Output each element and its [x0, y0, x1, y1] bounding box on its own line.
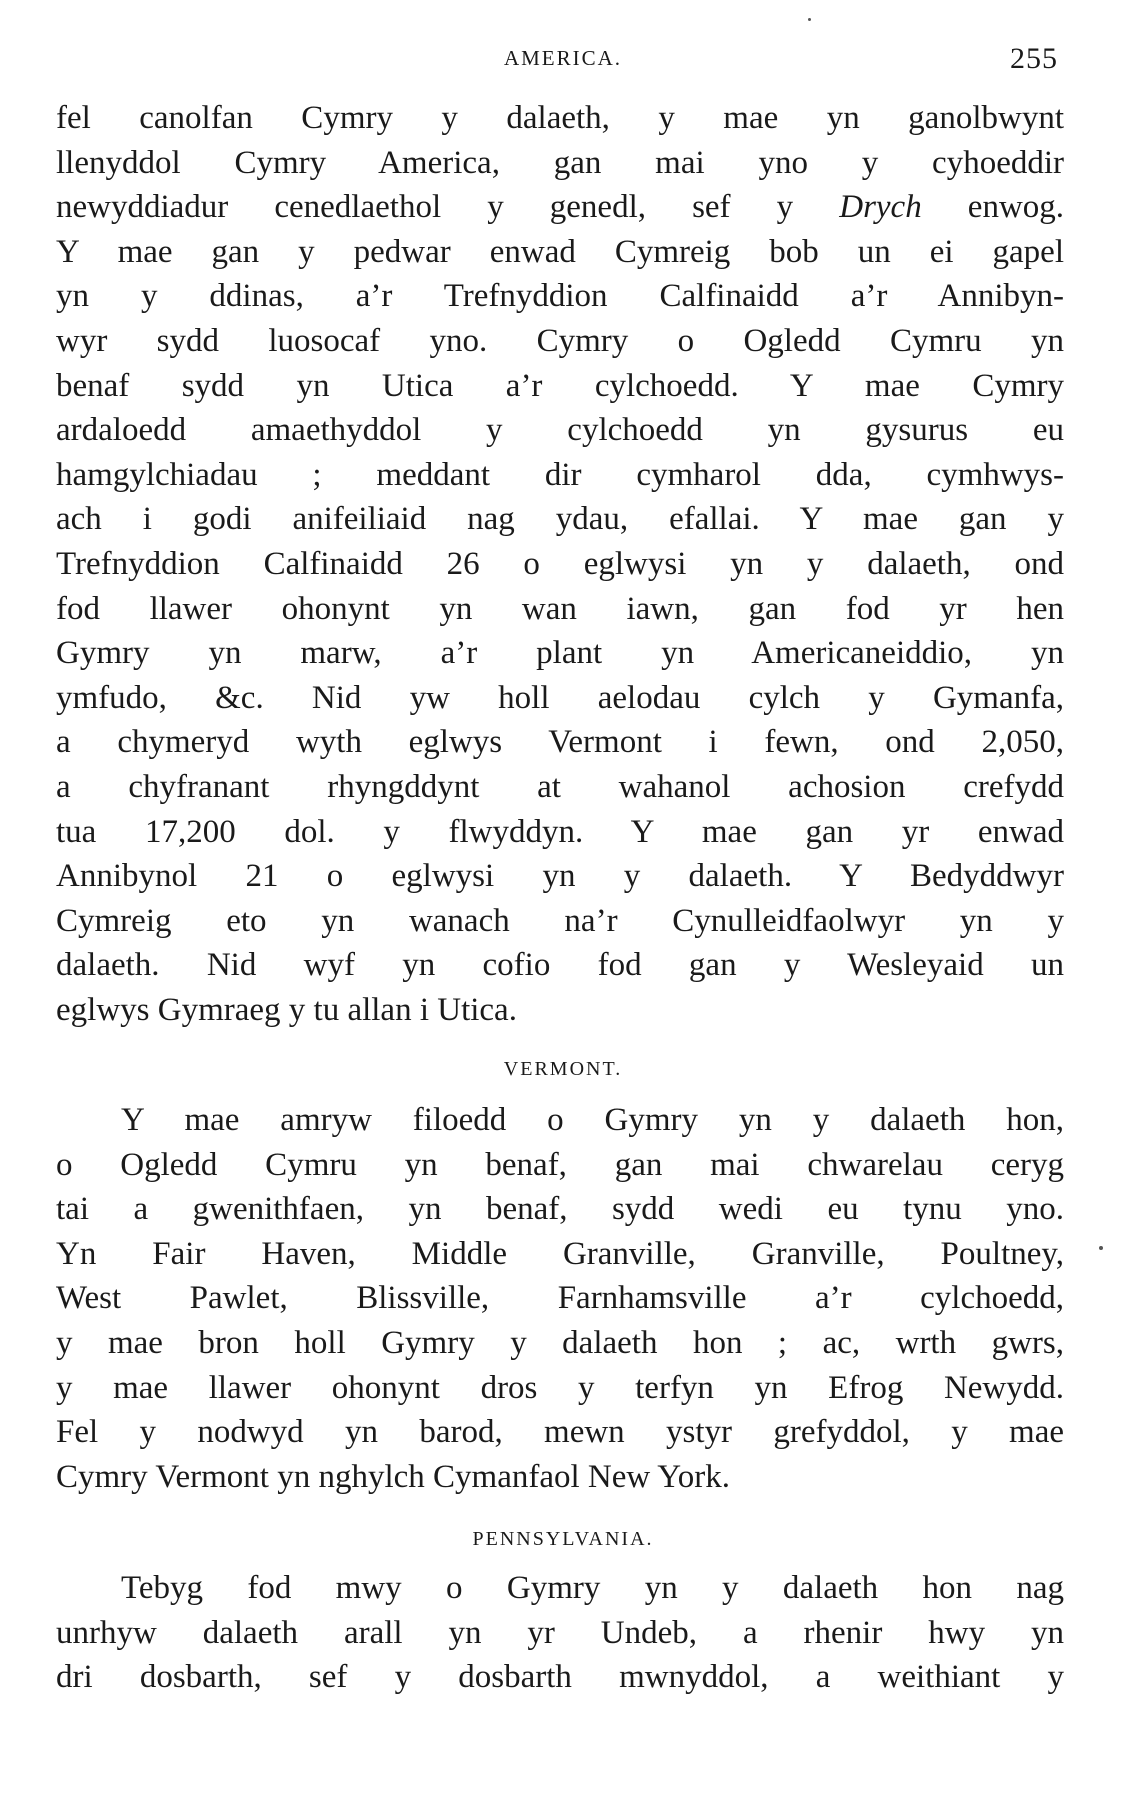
text-line: eglwys Gymraeg y tu allan i Utica.	[56, 991, 517, 1028]
section-heading-pennsylvania: PENNSYLVANIA.	[472, 1528, 654, 1550]
page-number: 255	[1010, 42, 1058, 75]
text-line: o Ogledd Cymru yn benaf, gan mai chwarelau ceryg	[56, 1146, 1064, 1183]
text-line: y mae bron holl Gymry y dalaeth hon ; ac, wrth gwrs,	[56, 1324, 1064, 1361]
text-line-segment: enwog.	[967, 189, 1065, 226]
newspaper-title: Drych	[839, 189, 922, 226]
text-line: fel canolfan Cymry y dalaeth, y mae yn ganolbwynt	[56, 100, 1064, 136]
paragraph-utica	[56, 96, 1064, 1032]
text-line: a chyfranant rhyngddynt at wahanol achosion crefydd	[56, 768, 1064, 805]
text-line: dri dosbarth, sef y dosbarth mwnyddol, a weithiant y	[56, 1659, 1064, 1696]
text-line: Tebyg fod mwy o Gymry yn y dalaeth hon nag	[121, 1570, 1064, 1606]
text-line: ardaloedd amaethyddol y cylchoedd yn gysurus eu	[56, 412, 1064, 449]
text-line	[56, 185, 1064, 230]
paragraph-pennsylvania	[56, 1566, 1064, 1700]
text-line: Fel y nodwyd yn barod, mewn ystyr grefyddol, y mae	[56, 1414, 1064, 1451]
text-line: Annibynol 21 o eglwysi yn y dalaeth. Y Bedyddwyr	[56, 858, 1064, 895]
text-line: Cymry Vermont yn nghylch Cymanfaol New York.	[56, 1458, 731, 1495]
text-line: ymfudo, &c. Nid yw holl aelodau cylch y Gymanfa,	[56, 679, 1064, 716]
text-line: fod llawer ohonynt yn wan iawn, gan fod yr hen	[56, 590, 1064, 627]
text-line: Y mae amryw filoedd o Gymry yn y dalaeth hon,	[121, 1102, 1064, 1138]
running-head	[0, 42, 1126, 82]
text-line: Cymreig eto yn wanach na’r Cynulleidfaolwyr yn y	[56, 902, 1064, 939]
text-line: llenyddol Cymry America, gan mai yno y cyhoeddir	[56, 144, 1064, 181]
section-heading-vermont: VERMONT.	[503, 1058, 623, 1080]
text-line: dalaeth. Nid wyf yn cofio fod gan y Wesleyaid un	[56, 947, 1064, 984]
text-line: wyr sydd luosocaf yno. Cymry o Ogledd Cymru yn	[56, 322, 1064, 359]
text-line: ach i godi anifeiliaid nag ydau, efallai. Y mae gan y	[56, 501, 1064, 538]
running-title: AMERICA.	[503, 46, 623, 70]
text-line: yn y ddinas, a’r Trefnyddion Calfinaidd a’r Annibyn-	[56, 278, 1064, 315]
text-line: a chymeryd wyth eglwys Vermont i fewn, ond 2,050,	[56, 724, 1064, 761]
text-line: Y mae gan y pedwar enwad Cymreig bob un ei gapel	[56, 233, 1064, 270]
text-line: Gymry yn marw, a’r plant yn Americaneiddio, yn	[56, 635, 1064, 672]
ink-speck	[1099, 1246, 1103, 1250]
text-line: benaf sydd yn Utica a’r cylchoedd. Y mae Cymry	[56, 367, 1064, 404]
paragraph-vermont	[56, 1098, 1064, 1499]
text-line: Trefnyddion Calfinaidd 26 o eglwysi yn y dalaeth, ond	[56, 545, 1064, 582]
text-line: tai a gwenithfaen, yn benaf, sydd wedi eu tynu yno.	[56, 1191, 1064, 1228]
text-line: Yn Fair Haven, Middle Granville, Granville, Poultney,	[56, 1235, 1064, 1272]
text-line: unrhyw dalaeth arall yn yr Undeb, a rhenir hwy yn	[56, 1614, 1064, 1651]
text-line: West Pawlet, Blissville, Farnhamsville a’r cylchoedd,	[56, 1280, 1064, 1317]
ink-speck	[808, 18, 811, 21]
text-line: hamgylchiadau ; meddant dir cymharol dda, cymhwys-	[56, 456, 1064, 493]
text-line-segment: newyddiadur cenedlaethol y genedl, sef y	[56, 189, 794, 226]
text-line: tua 17,200 dol. y flwyddyn. Y mae gan yr enwad	[56, 813, 1064, 850]
text-line: y mae llawer ohonynt dros y terfyn yn Efrog Newydd.	[56, 1369, 1064, 1406]
